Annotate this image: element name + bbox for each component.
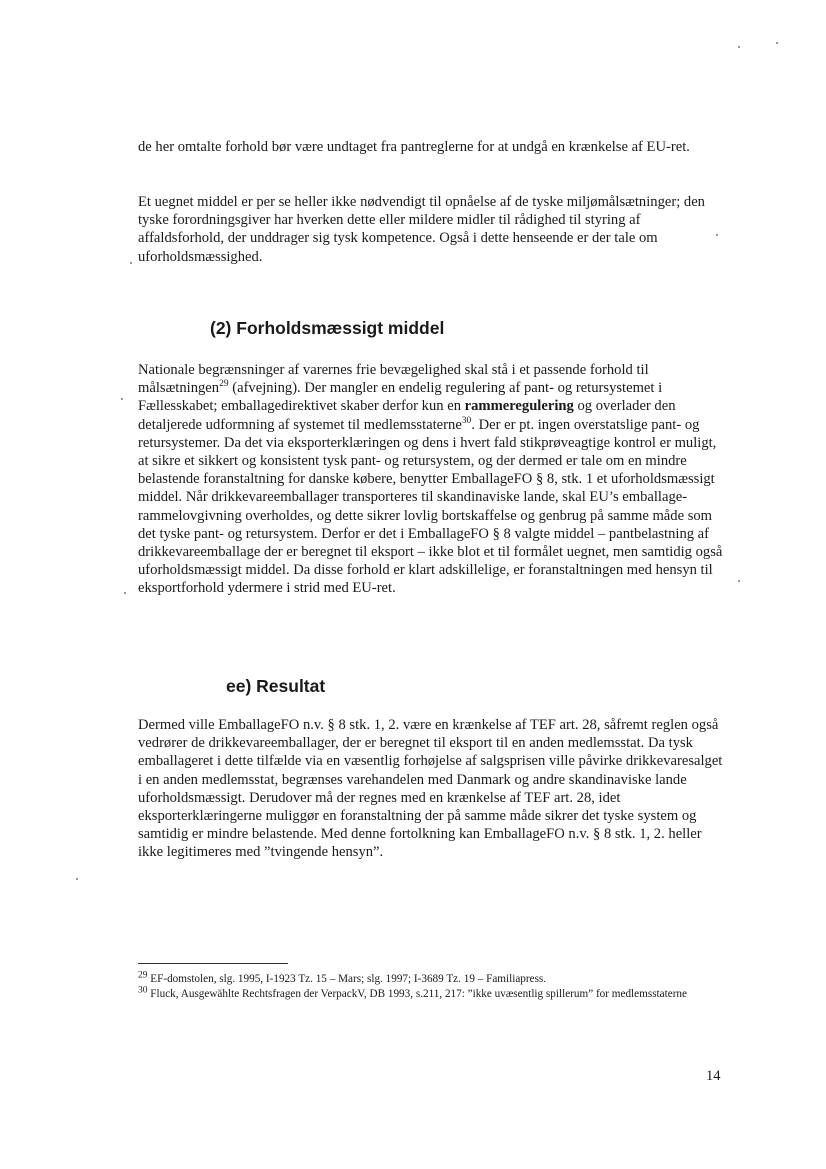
paragraph-2: Et uegnet middel er per se heller ikke nødvendigt til opnåelse af de tyske miljømålsætninger; den tyske forordningsgiver har hverken dette eller mildere midler til rådighed til styring af affaldsforhold, der unddrager sig tysk kompetence. Også i dette henseende er der tale om uforholdsmæssighed. — [138, 194, 705, 265]
footnote-divider — [138, 963, 288, 964]
paragraph-3-part-d: . Der er pt. ingen overstatslige pant- og retursystemer. Da det via eksporterklæringen og dens i hvert fald stikprøveagtige kontrol er muligt, at sikre et sikkert og konsistent tysk pant- og retursystem, og der dermed er tale om en mindre belastende foranstaltning for danske købere, benytter EmballageFO § 8, stk. 1 et uforholdsmæssigt middel. Når drikkevareemballager transporteres til skandinaviske lande, skal EU’s emballage-rammelovgivning overholdes, og dette sikrer lovlig bortskaffelse og genbrug på samme måde som det tyske pant- og retursystem. Derfor er det i EmballageFO § 8 valgte middel – pantbelastning af drikkevareemballage der er beregnet til eksport – ikke blot et til formålet uegnet, men samtidig også uforholdsmæssigt middel. Da disse forhold er klart adskillelige, er foranstaltningen med hensyn til eksportforhold ydermere i strid med EU-ret. — [138, 416, 723, 597]
footnote-29 — [138, 972, 718, 987]
section-heading-resultat: ee) Resultat — [226, 676, 326, 696]
section-heading-forholdsmaessigt-middel: (2) Forholdsmæssigt middel — [210, 318, 445, 338]
scan-speck — [776, 42, 778, 44]
footnote-29-text: EF-domstolen, slg. 1995, I-1923 Tz. 15 – Mars; slg. 1997; I-3689 Tz. 19 – Familiapress. — [147, 973, 547, 985]
paragraph-3-bold-term: rammeregulering — [464, 398, 574, 415]
footnotes — [138, 972, 718, 1001]
scan-speck — [130, 262, 132, 264]
scan-speck — [738, 580, 740, 582]
paragraph-3 — [138, 361, 728, 598]
footnote-ref-29: 29 — [219, 379, 229, 390]
page-number: 14 — [706, 1068, 721, 1084]
scan-speck — [738, 46, 740, 48]
scan-speck — [121, 398, 123, 400]
paragraph-3-part-a: Nationale begrænsninger af varernes frie bevægelighed skal stå i et passende forhold til målsætningen — [138, 362, 649, 397]
paragraph-4: Dermed ville EmballageFO n.v. § 8 stk. 1, 2. være en krænkelse af TEF art. 28, såfremt reglen også vedrører de drikkevareemballager, der er beregnet til eksport til en anden medlemsstat. Da tysk emballageret i dette tilfælde via en væsentlig forhøjelse af salgsprisen ville påvirke drikkevaresalget i en anden medlemsstat, begrænses varehandelen med Danmark og andre skandinaviske lande uforholdsmæssigt. Derudover må der regnes med en krænkelse af TEF art. 28, idet eksporterklæringerne muliggør en foranstaltning der på samme måde sikrer det tyske system og samtidig er mindre belastende. Med denne fortolkning kan EmballageFO n.v. § 8 stk. 1, 2. heller ikke legitimeres med ”tvingende hensyn”. — [138, 717, 723, 861]
scan-speck — [76, 878, 78, 880]
footnote-ref-30: 30 — [461, 415, 472, 426]
scan-speck — [124, 592, 126, 594]
footnote-30-text: Fluck, Ausgewählte Rechtsfragen der VerpackV, DB 1993, s.211, 217: ”ikke uvæsentlig spillerum” for medlemsstaterne — [147, 987, 687, 1000]
paragraph-1: de her omtalte forhold bør være undtaget fra pantreglerne for at undgå en krænkelse af EU-ret. — [138, 139, 690, 155]
scan-speck — [716, 234, 718, 236]
footnote-30-mark: 30 — [138, 984, 148, 995]
paragraph-3-part-b: (afvejning). Der mangler en endelig regulering af pant- og retursystemet i Fællesskabet; emballagedirektivet skaber derfor kun en — [138, 380, 663, 415]
footnote-30 — [138, 984, 718, 1002]
paragraph-3-part-c: og overlader den detaljerede udformning af systemet til medlemsstaterne — [138, 398, 676, 433]
footnote-29-mark: 29 — [138, 970, 148, 981]
